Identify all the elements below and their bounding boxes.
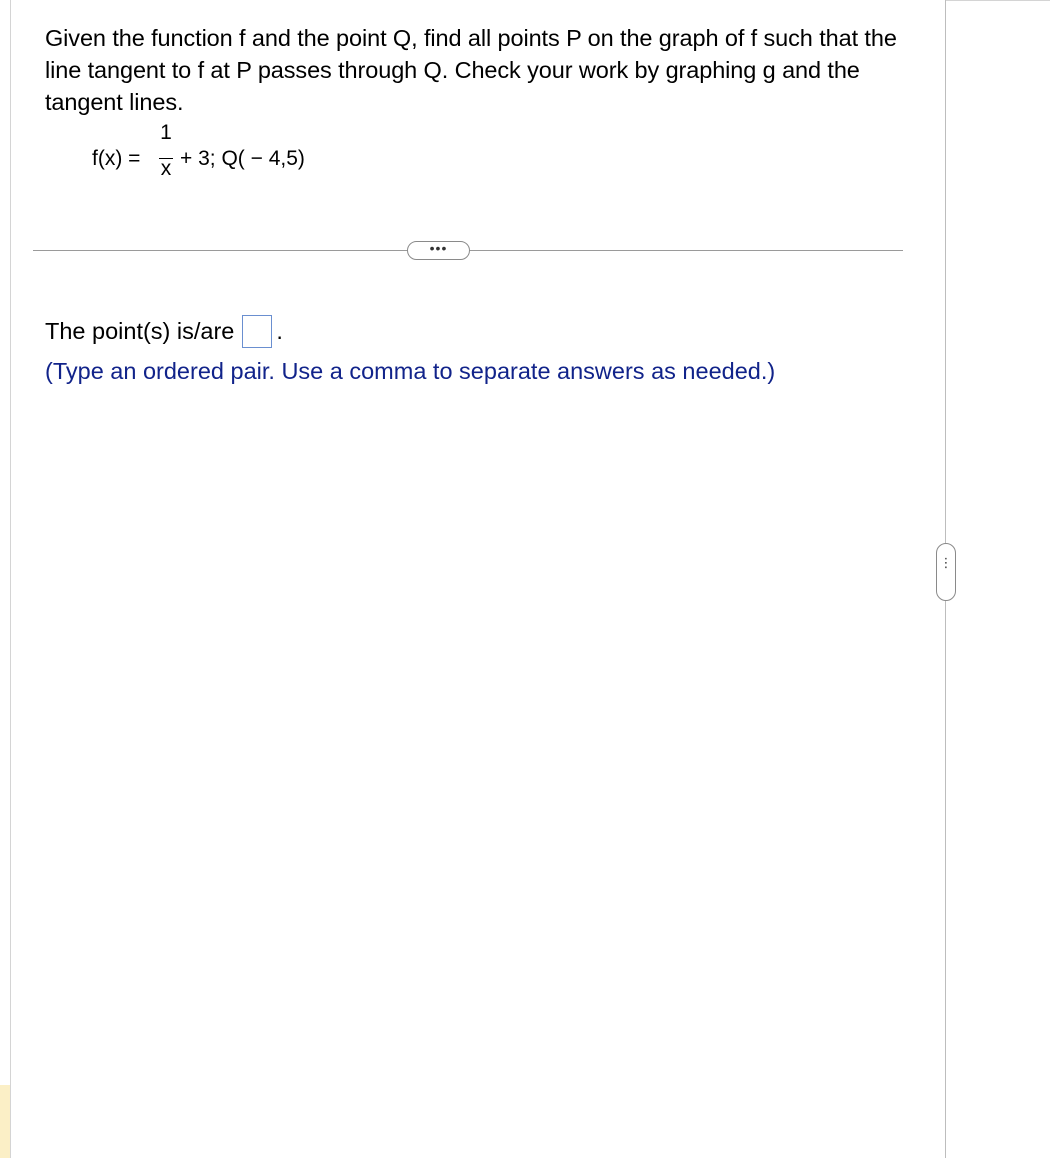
answer-input[interactable] [242,315,272,348]
panel-resize-handle[interactable]: ⋮ [936,543,956,601]
answer-suffix: . [276,318,283,344]
fraction-denominator: x [160,157,172,180]
formula-lhs: f(x) = [92,147,141,170]
left-accent-bar [0,1085,10,1158]
fraction-numerator: 1 [160,121,172,144]
question-text: Given the function f and the point Q, find all points P on the graph of f such that the line tangent to f at P passes through Q. Check your work by graphing g and the tangent lines. [45,25,897,115]
top-border [945,0,1050,1]
answer-prompt: The point(s) is/are [45,318,235,344]
formula-rhs: + 3; Q( − 4,5) [180,147,305,170]
left-border [10,0,11,1158]
more-options-button[interactable]: ••• [407,241,470,260]
formula-fraction [158,120,174,181]
answer-line [45,313,283,349]
answer-hint: (Type an ordered pair. Use a comma to separate answers as needed.) [45,358,776,384]
